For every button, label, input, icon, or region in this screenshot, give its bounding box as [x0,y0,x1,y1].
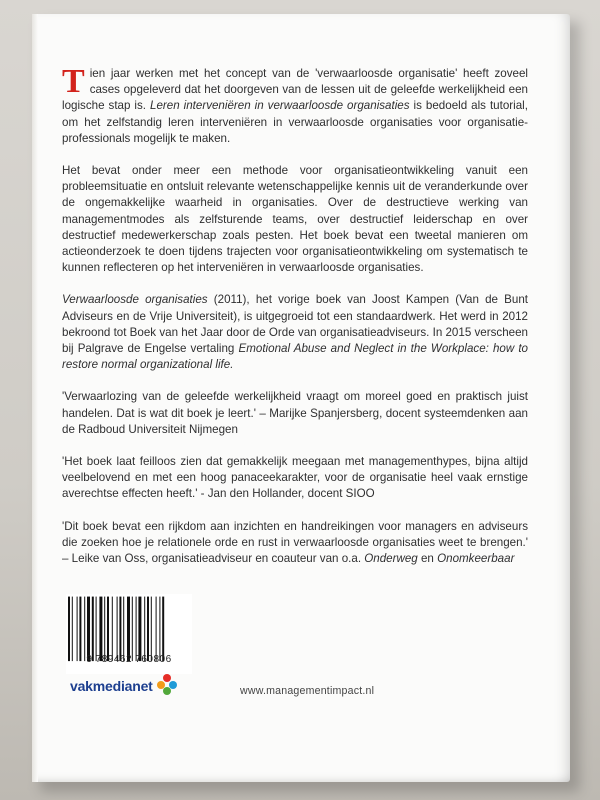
barcode-bar [92,597,94,662]
barcode-bar [104,597,105,662]
barcode-bar [79,597,81,662]
publisher-name: vakmedianet [70,678,153,694]
barcode-bar [84,597,85,662]
barcode-bar [159,597,160,662]
publisher-logo [70,677,178,695]
quote-van-oss: 'Dit boek bevat een rijkdom aan inzichten en handreikingen voor managers en adviseurs die zoeken hoe je relationele orde en rust in verwaarloosde organisaties weet te brengen.' – Leike van Oss, organisatieadviseur en coauteur van o.a. Onderweg en Onomkeerbaar [62,519,528,566]
paragraph-intro: Tien jaar werken met het concept van de 'verwaarloosde organisatie' heeft zoveel cases opgeleverd dat het doorgeven van de lessen uit de geleefde werkelijkheid een logische stap is. Leren interveniëren in verwaarloosde organisaties is bedoeld als tutorial, om het zelfstandig leren interveniëren in verwaarloosde organisaties voor organisatie-professionals mogelijk te maken. [62,63,528,145]
barcode-bar [162,597,164,662]
barcode-bar [99,597,102,662]
barcode-bar [107,597,109,662]
paragraph-previous-book: Verwaarloosde organisaties (2011), het vorige boek van Joost Kampen (Van de Bunt Adviseurs en de Vrije Universiteit), is uitgegroeid tot een standaardwerk. Het werd in 2012 bekroond tot Boek van het Jaar door de Orde van organisatieadviseurs. In 2015 verscheen bij Palgrave de Engelse vertaling Emotional Abuse and Neglect in the Workplace: how to restore normal organizational life. [62,293,529,372]
barcode-bar [117,597,118,662]
book-back-cover [32,14,570,782]
barcode-bar [123,597,124,662]
barcode-bar [147,597,149,662]
isbn-number: 9 789462 760806 [86,654,172,665]
barcode-bar [156,597,157,662]
barcode-bar [96,597,97,662]
blurb-text [62,63,529,583]
spine-edge [32,14,38,782]
barcode-bar [138,597,141,662]
barcode-bar [112,597,113,662]
website-url: www.managementimpact.nl [240,685,375,697]
barcode-bar [119,597,121,662]
barcode-bar [72,597,73,662]
barcode-bar [77,597,78,662]
dropcap-letter: T [62,63,85,100]
publisher-hex-icon [156,673,178,695]
barcode-bar [132,597,133,662]
quote-den-hollander: 'Het boek laat feilloos zien dat gemakkelijk meegaan met managementhypes, bijna altijd veelbelovend en met een hoog panaceekarakter, voor de organisatie heel vaak ernstige averechtse effecten heeft.' - Jan den Hollander, docent SIOO [62,455,528,501]
barcode-bar [151,597,152,662]
barcode-bar [144,597,145,662]
barcode-bar [127,597,130,662]
barcode-bar [136,597,137,662]
barcode-bar [87,597,90,662]
quote-spanjersberg: 'Verwaarlozing van de geleefde werkelijkheid vraagt om moreel goed en praktisch juist handelen. Dat is wat dit boek je leert.' – Marijke Spanjersberg, docent systeemdenken aan de Radboud Universiteit Nijmegen [62,390,528,436]
barcode-bar [68,597,70,662]
paragraph-contents: Het bevat onder meer een methode voor organisatieontwikkeling vanuit een probleemsituatie en ontsluit relevante wetenschappelijke kennis uit de veranderkunde over de ongemakkelijke waarheid in organisaties. Over de destructieve werking van managementmodes als zelfsturende teams, over destructief leiderschap en over destructief medewerkerschap zoals pesten. Het boek bevat een tweetal manieren om actieonderzoek te doen tijdens trajecten voor organisatieontwikkeling om systematisch te kunnen reflecteren op het interveniëren in verwaarloosde organisaties. [62,164,528,275]
